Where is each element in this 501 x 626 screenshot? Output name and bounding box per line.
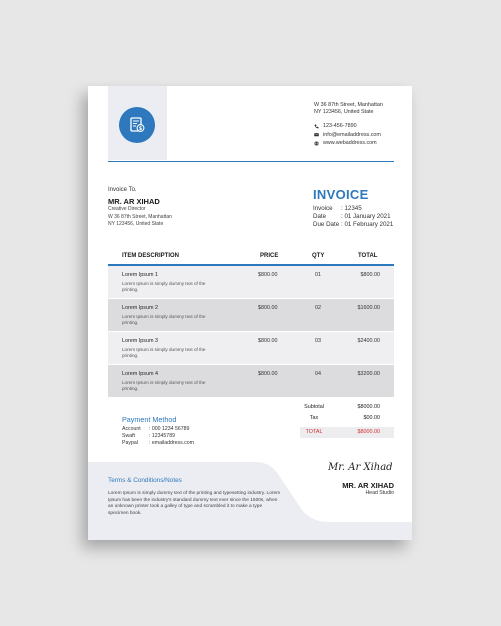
table-row [108, 365, 394, 397]
table-row [108, 266, 394, 298]
invoice-date: Date : 01 January 2021 [313, 213, 391, 220]
item-price: $800.00 [258, 371, 278, 377]
company-website-text: www.webaddress.com [323, 140, 377, 147]
email-icon [314, 132, 319, 137]
total-row [300, 427, 394, 438]
company-contact [314, 102, 409, 148]
invoice-page [88, 86, 412, 540]
invoice-to-label: Invoice To. [108, 187, 137, 193]
client-address-line2: NY 123456, United State [108, 220, 164, 227]
header-qty: QTY [312, 253, 325, 259]
logo-panel [108, 86, 167, 160]
terms-title: Terms & Conditions/Notes [108, 477, 182, 484]
item-desc: Lorem Ipsum is simply dummy text of the printing. [122, 380, 206, 391]
svg-text:$: $ [138, 126, 143, 132]
item-name: Lorem Ipsum 4 [122, 371, 158, 377]
invoice-number: Invoice : 12345 [313, 205, 362, 212]
company-email-text: info@emailaddress.com [323, 131, 381, 138]
item-qty: 04 [315, 371, 321, 377]
payment-method-title: Payment Method [122, 415, 177, 424]
item-desc: Lorem Ipsum is simply dummy text of the printing. [122, 347, 206, 358]
payment-paypal: Paypal : emailaddress.com [122, 440, 194, 446]
company-website [314, 139, 409, 148]
item-price: $800.00 [258, 305, 278, 311]
company-phone [314, 122, 409, 131]
item-total: $800.00 [360, 272, 380, 278]
payment-swaft: Swaft : 12345789 [122, 433, 175, 439]
header-total: TOTAL [358, 253, 378, 259]
invoice-title: INVOICE [313, 187, 369, 202]
company-address-line2: NY 123456, United State [314, 109, 374, 115]
item-qty: 03 [315, 338, 321, 344]
tax-label: Tax [309, 415, 319, 421]
item-price: $800.00 [258, 338, 278, 344]
tax-value: $00.00 [363, 415, 380, 421]
item-name: Lorem Ipsum 2 [122, 305, 158, 311]
payment-account: Account : 000 1234 56789 [122, 426, 190, 432]
terms-text: Lorem Ipsum is simply dummy text of the printing and typesetting industry. Lorem Ipsum has been the industry's standard dummy text ever since the 1500s, when an unknown printer took a galley of type and scrambled it to make a type specimen book. [108, 491, 281, 516]
header-divider [108, 161, 394, 162]
client-name: MR. AR XIHAD [108, 197, 160, 206]
subtotal-label: Subtotal [304, 404, 324, 410]
item-total: $3200.00 [357, 371, 380, 377]
item-total: $1600.00 [357, 305, 380, 311]
total-label: TOTAL [305, 429, 323, 435]
signatory-role: Head Studio [365, 490, 394, 496]
globe-icon [314, 141, 319, 146]
invoice-meta [313, 205, 393, 229]
item-desc: Lorem Ipsum is simply dummy text of the printing. [122, 281, 206, 292]
table-row [108, 332, 394, 364]
client-address [108, 214, 172, 227]
subtotal-row [300, 402, 394, 413]
invoice-logo-icon [119, 107, 155, 143]
item-total: $2400.00 [357, 338, 380, 344]
header-item-description: ITEM DESCRIPTION [122, 253, 180, 259]
item-name: Lorem Ipsum 1 [122, 272, 158, 278]
item-qty: 01 [315, 272, 321, 278]
item-price: $800.00 [258, 272, 278, 278]
signatory-name: MR. AR XIHAD [342, 481, 394, 490]
table-row [108, 299, 394, 331]
company-email [314, 131, 409, 140]
company-address-line1: W 36 87th Street, Manhattan [314, 102, 383, 108]
client-address-line1: W 36 87th Street, Manhattan [108, 214, 172, 220]
invoice-due-date: Due Date : 01 February 2021 [313, 221, 394, 228]
client-role: Creative Director [108, 206, 146, 212]
signature-script: Mr. Ar Xihad [328, 462, 393, 473]
item-qty: 02 [315, 305, 321, 311]
item-name: Lorem Ipsum 3 [122, 338, 158, 344]
total-value: $8000.00 [357, 429, 380, 435]
phone-icon [314, 124, 319, 129]
item-desc: Lorem Ipsum is simply dummy text of the printing. [122, 314, 206, 325]
subtotal-value: $8000.00 [357, 404, 380, 410]
header-price: PRICE [260, 253, 279, 259]
company-phone-text: 123-456-7890 [323, 123, 357, 130]
tax-row [300, 413, 394, 424]
